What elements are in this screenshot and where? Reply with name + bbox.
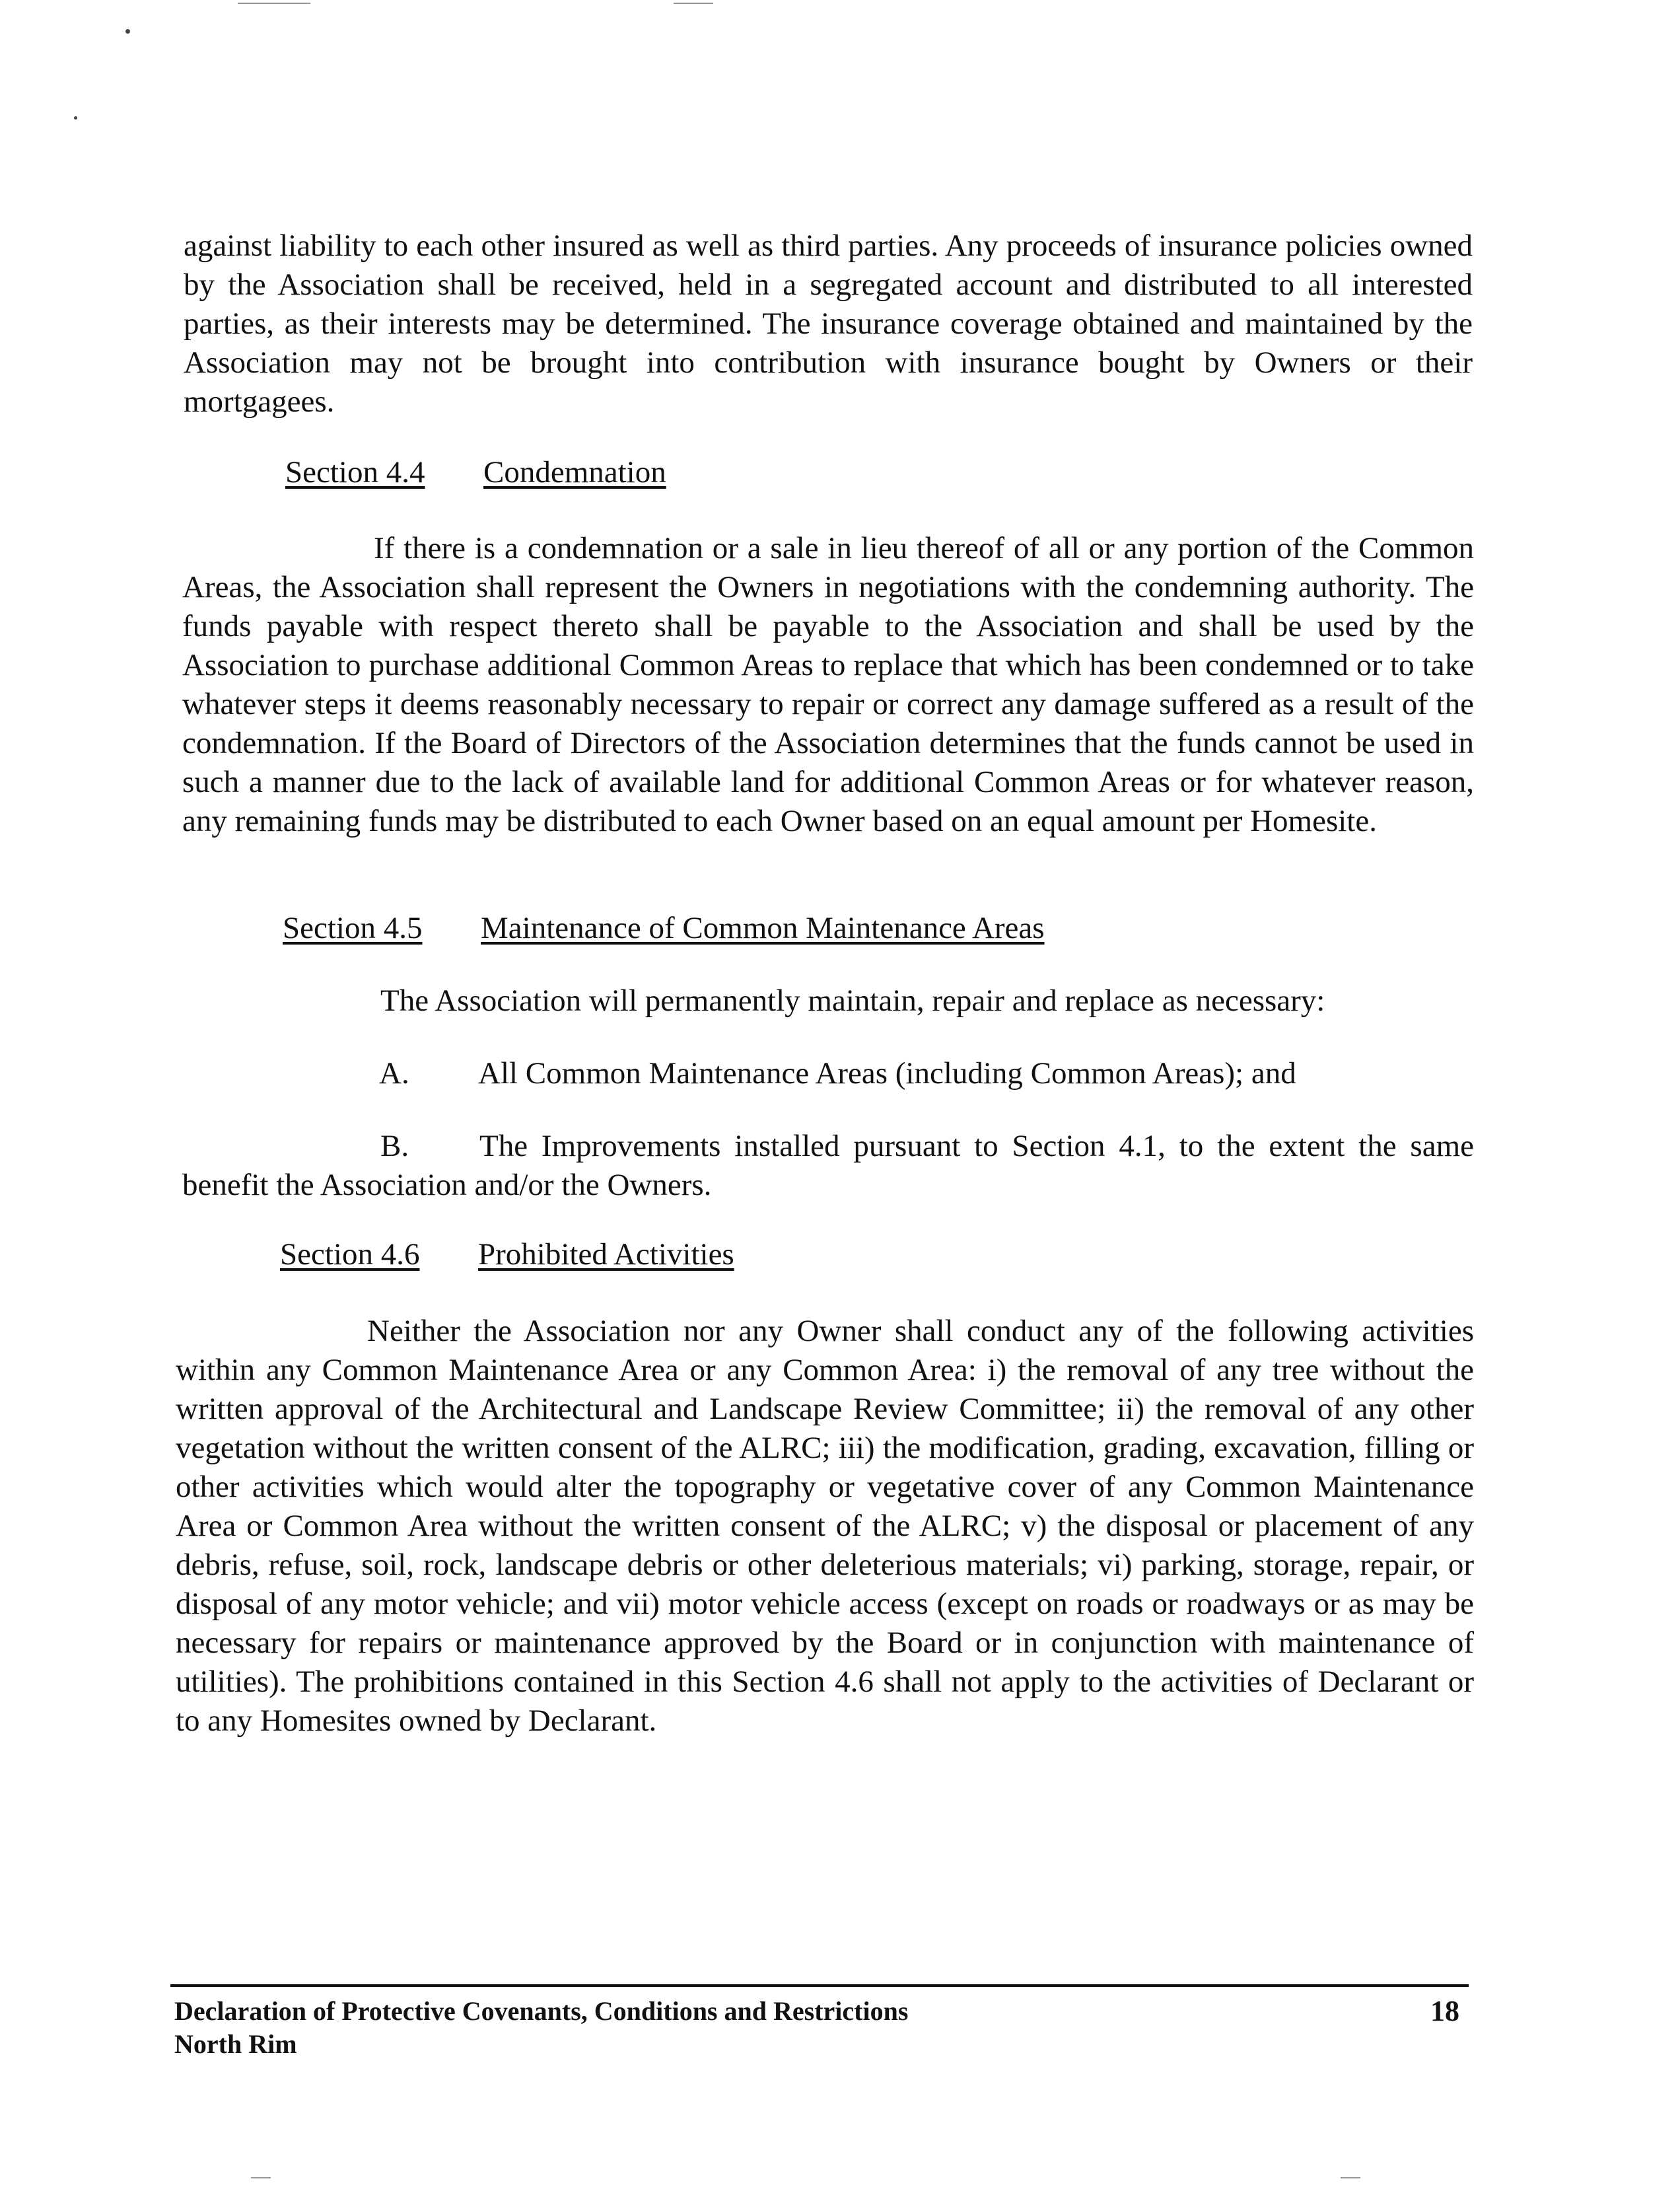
section-title: Maintenance of Common Maintenance Areas [481, 911, 1045, 945]
list-item-b [182, 1127, 1474, 1205]
section-4-5-intro: The Association will permanently maintain, repair and replace as necessary: [380, 984, 1325, 1018]
list-item-letter: A. [379, 1056, 409, 1091]
continuation-paragraph: against liability to each other insured as well as third parties. Any proceeds of insurance policies owned by the Association shall be received, held in a segregated account and distributed to all interested parties, as their interests may be determined. The insurance coverage obtained and maintained by the Association may not be brought into contribution with insurance bought by Owners or their mortgagees. [184, 229, 1473, 419]
footer-title-line-1: Declaration of Protective Covenants, Conditions and Restrictions [174, 1996, 909, 2026]
list-item-text: The Improvements installed pursuant to Section 4.1, to the extent the same benefit the Association and/or the Owners. [182, 1129, 1474, 1202]
section-title: Prohibited Activities [478, 1237, 734, 1272]
section-number: Section 4.5 [283, 911, 423, 945]
section-4-4-body: If there is a condemnation or a sale in lieu thereof of all or any portion of the Common Areas, the Association shall represent the Owners in negotiations with the condemning authority. The funds payable with respect thereto shall be payable to the Association and shall be used by the Association to purchase additional Common Areas to replace that which has been condemned or to take whatever steps it deems reasonably necessary to repair or correct any damage suffered as a result of the condemnation. If the Board of Directors of the Association determines that the funds cannot be used in such a manner due to the lack of available land for additional Common Areas or for whatever reason, any remaining funds may be distributed to each Owner based on an equal amount per Homesite. [182, 531, 1474, 838]
scan-artifact [251, 2177, 271, 2178]
section-number: Section 4.6 [280, 1237, 420, 1272]
section-number: Section 4.4 [285, 455, 425, 489]
section-4-5-heading [283, 909, 1045, 948]
section-4-6-heading [280, 1235, 734, 1274]
scan-speck [125, 29, 130, 34]
scan-artifact [674, 3, 713, 4]
list-item-text: All Common Maintenance Areas (including Common Areas); and [478, 1056, 1296, 1091]
section-title: Condemnation [483, 455, 666, 489]
scan-artifact [238, 3, 310, 4]
footer-title-line-2: North Rim [174, 2029, 297, 2059]
section-4-4-heading [285, 453, 666, 492]
page-number: 18 [1430, 1995, 1459, 2027]
footer-document-title [174, 1995, 908, 2061]
footer-rule [170, 1984, 1469, 1987]
list-item-a [379, 1054, 1296, 1093]
scan-artifact [1341, 2177, 1360, 2178]
scan-speck [74, 116, 77, 120]
section-4-6-body: Neither the Association nor any Owner shall conduct any of the following activities within any Common Maintenance Area or any Common Area: i) the removal of any tree without the written approval of the Architectural and Landscape Review Committee; ii) the removal of any other vegetation without the written consent of the ALRC; iii) the modification, grading, excavation, filling or other activities which would alter the topography or vegetative cover of any Common Maintenance Area or Common Area without the written consent of the ALRC; v) the disposal or placement of any debris, refuse, soil, rock, landscape debris or other deleterious materials; vi) parking, storage, repair, or disposal of any motor vehicle; and vii) motor vehicle access (except on roads or roadways or as may be necessary for repairs or maintenance approved by the Board or in conjunction with maintenance of utilities). The prohibitions contained in this Section 4.6 shall not apply to the activities of Declarant or to any Homesites owned by Declarant. [176, 1314, 1474, 1738]
list-item-letter: B. [380, 1129, 409, 1163]
